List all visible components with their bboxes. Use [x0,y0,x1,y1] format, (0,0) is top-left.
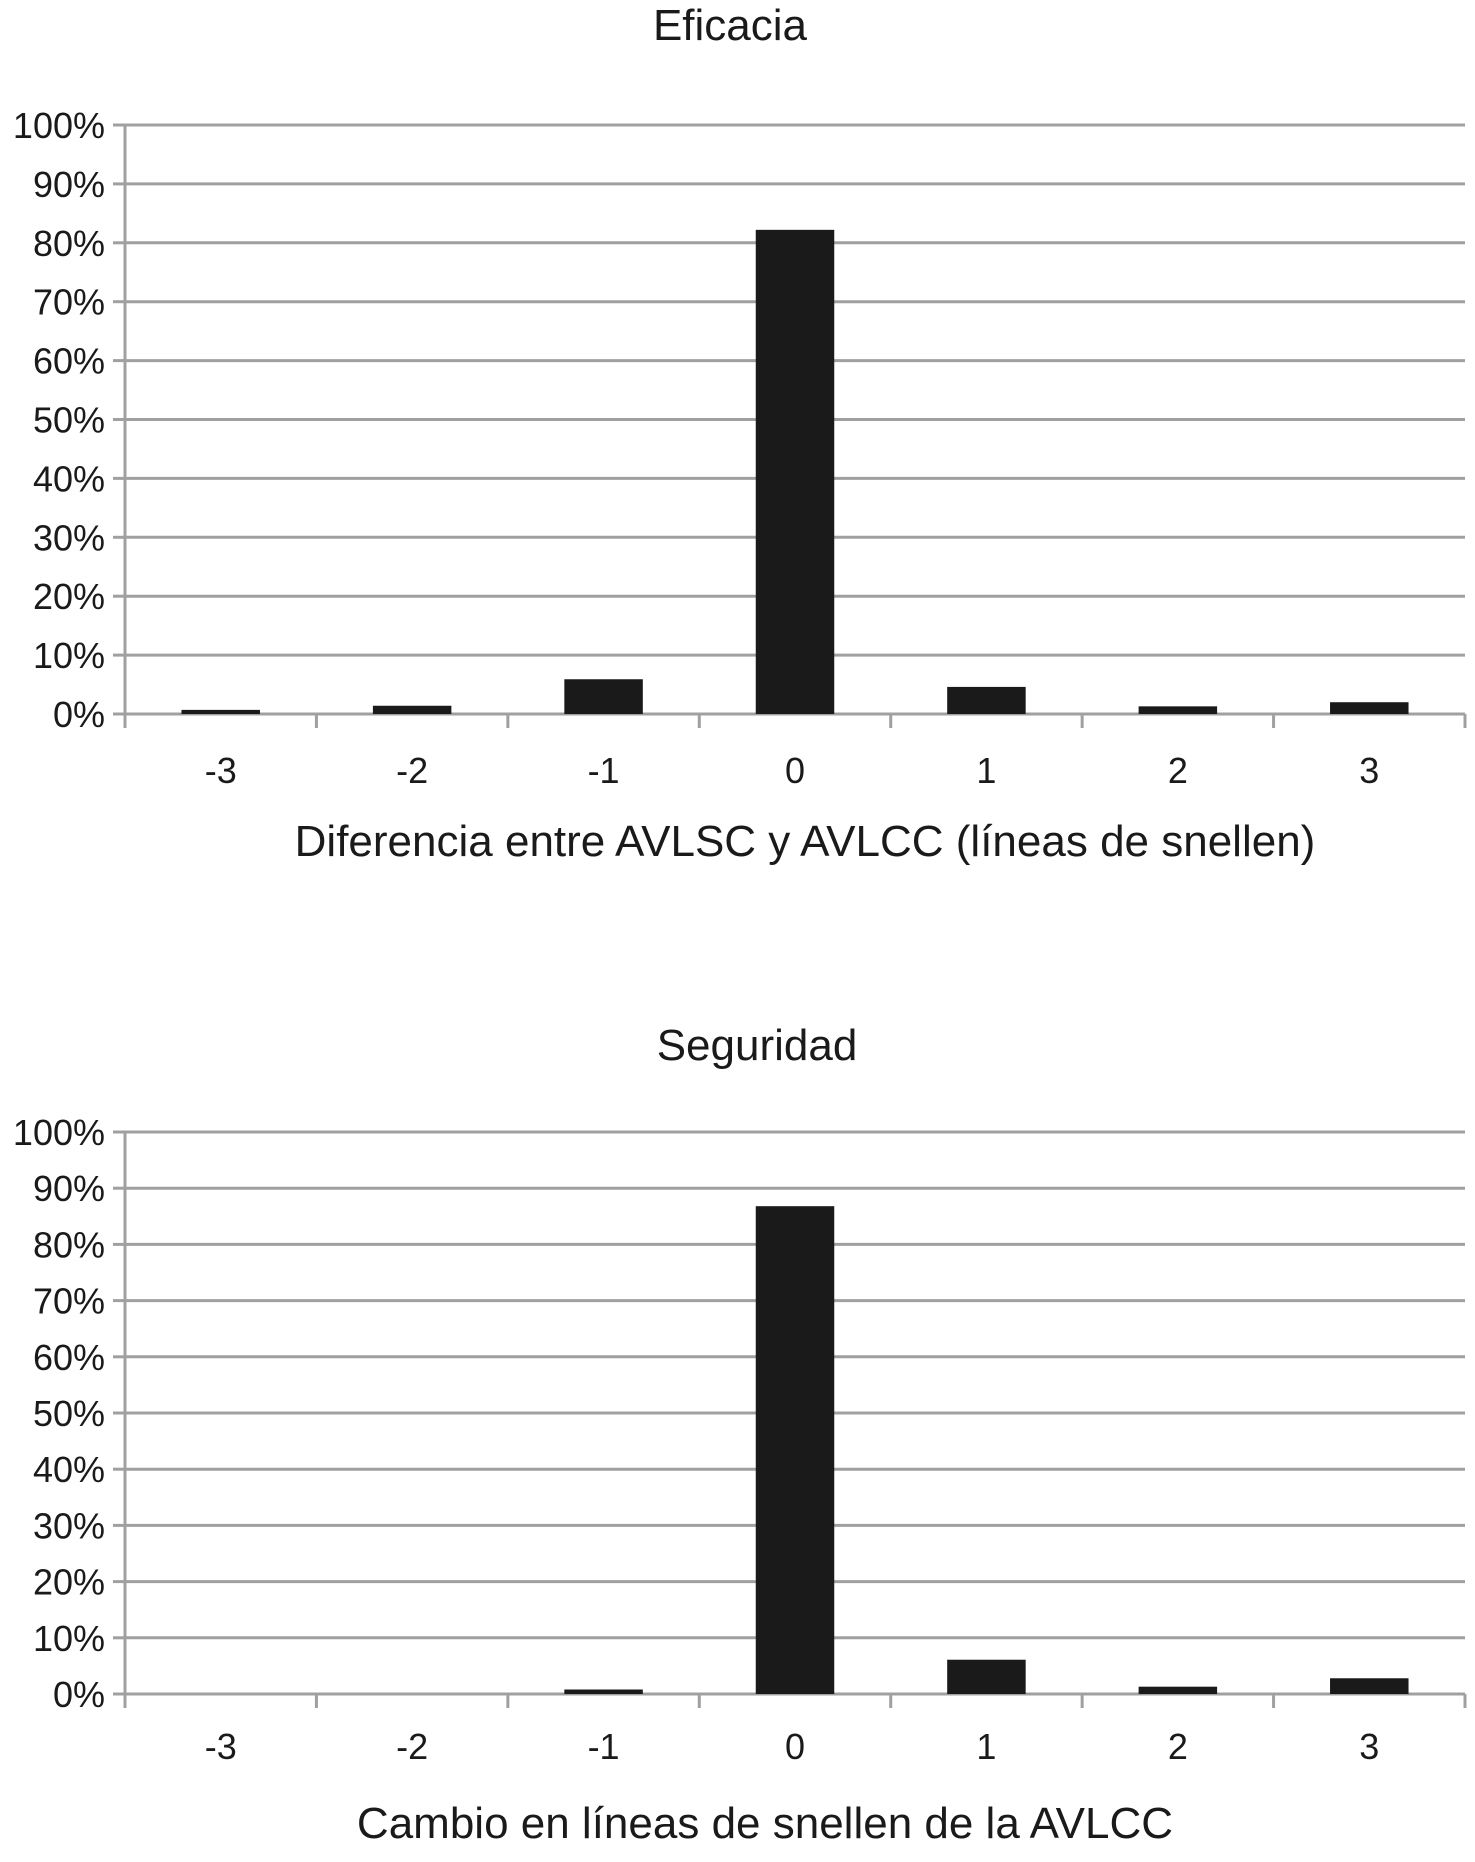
bar-eficacia-0 [756,230,834,714]
bar-seguridad-1 [947,1660,1025,1694]
chart-seguridad [13,1021,1465,1848]
x-tick-label-seguridad-0: 0 [784,1726,806,1767]
y-tick-label-seguridad-40: 40% [32,1449,105,1491]
y-tick-label-eficacia-60: 60% [32,340,105,382]
x-tick-label-eficacia--3: -3 [204,750,237,791]
bar-seguridad-3 [1330,1678,1408,1694]
x-tick-label-eficacia-2: 2 [1167,750,1188,791]
chart-title-seguridad: Seguridad [656,1021,858,1070]
x-tick-label-eficacia-1: 1 [976,750,997,791]
y-tick-label-seguridad-50: 50% [32,1393,105,1434]
y-tick-label-eficacia-20: 20% [32,576,105,618]
y-tick-label-eficacia-70: 70% [32,281,105,323]
y-tick-label-eficacia-30: 30% [32,517,105,559]
x-tick-label-eficacia-3: 3 [1359,750,1380,791]
y-tick-label-eficacia-50: 50% [32,399,105,441]
y-tick-label-eficacia-80: 80% [32,222,105,264]
y-tick-label-seguridad-80: 80% [32,1224,105,1266]
y-tick-label-eficacia-40: 40% [32,458,105,500]
bar-seguridad-0 [756,1206,834,1694]
bar-seguridad--1 [564,1690,642,1694]
y-tick-label-seguridad-60: 60% [32,1336,105,1378]
x-axis-title-eficacia: Diferencia entre AVLSC y AVLCC (líneas de snellen) [294,817,1316,866]
bar-seguridad-2 [1139,1687,1217,1694]
x-tick-label-seguridad-1: 1 [976,1726,997,1767]
y-tick-label-seguridad-20: 20% [32,1561,105,1603]
y-tick-label-eficacia-90: 90% [32,163,105,205]
bar-eficacia-1 [947,687,1025,714]
x-tick-label-seguridad--3: -3 [204,1726,237,1767]
x-tick-label-seguridad-3: 3 [1359,1726,1380,1767]
y-tick-label-seguridad-70: 70% [32,1280,105,1322]
bar-eficacia-3 [1330,702,1408,714]
y-tick-label-eficacia-10: 10% [32,635,105,677]
y-tick-label-eficacia-0: 0% [52,694,105,735]
x-tick-label-seguridad--2: -2 [396,1726,429,1767]
y-tick-label-seguridad-100: 100% [12,1112,105,1153]
chart-eficacia [13,1,1465,866]
bar-eficacia--1 [564,679,642,714]
y-tick-label-eficacia-100: 100% [12,105,105,146]
x-axis-title-seguridad: Cambio en líneas de snellen de la AVLCC [356,1799,1174,1848]
x-tick-label-eficacia--1: -1 [587,750,620,791]
x-tick-label-eficacia-0: 0 [784,750,806,791]
x-tick-label-eficacia--2: -2 [396,750,429,791]
y-tick-label-seguridad-0: 0% [52,1674,105,1715]
y-tick-label-seguridad-90: 90% [32,1168,105,1210]
bar-eficacia--3 [181,710,259,714]
x-tick-label-seguridad--1: -1 [587,1726,620,1767]
chart-title-eficacia: Eficacia [652,1,808,50]
bar-eficacia--2 [373,706,451,714]
y-tick-label-seguridad-10: 10% [32,1617,105,1659]
x-tick-label-seguridad-2: 2 [1167,1726,1188,1767]
y-tick-label-seguridad-30: 30% [32,1505,105,1547]
bar-eficacia-2 [1139,706,1217,714]
